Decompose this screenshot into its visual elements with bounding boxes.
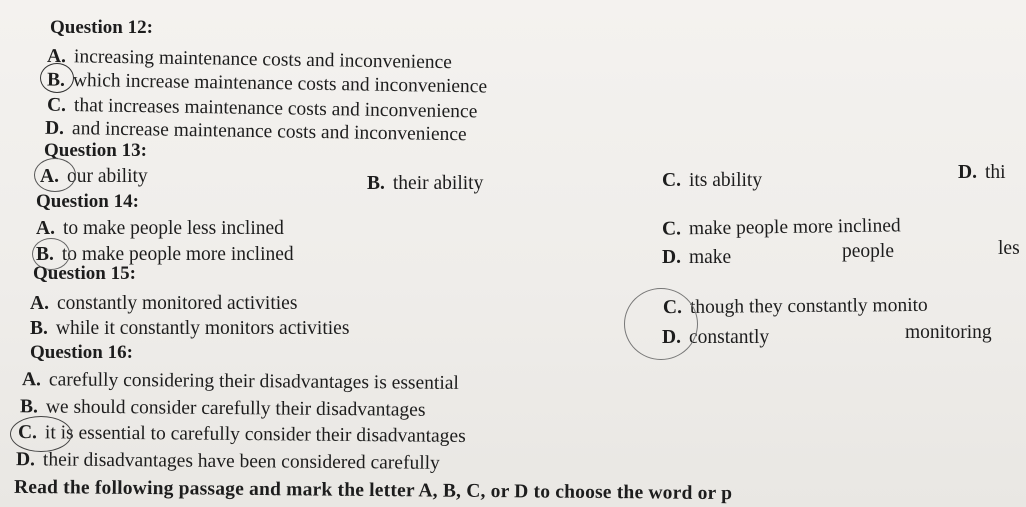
q13-d-text: thi (984, 162, 1006, 183)
q14-b-letter: B. (36, 244, 54, 265)
q16-option-c (18, 422, 466, 448)
q12-d-text: and increase maintenance costs and inconvenience (71, 118, 467, 146)
q15-c-letter: C. (662, 296, 683, 319)
q14-a-letter: A. (36, 218, 55, 239)
q16-title: Question 16: (30, 342, 133, 363)
q15-title: Question 15: (33, 263, 136, 284)
q14-option-a (36, 218, 284, 240)
q13-a-text: our ability (66, 166, 148, 187)
q13-b-letter: B. (367, 173, 385, 194)
q15-b-letter: B. (30, 318, 48, 339)
q16-a-text: carefully considering their disadvantages is essential (48, 369, 459, 394)
q14-option-c (662, 215, 901, 240)
q14-title: Question 14: (36, 191, 139, 212)
q12-c-letter: C. (46, 94, 67, 116)
q14-option-d-word2: people (842, 241, 894, 262)
q12-title: Question 12: (50, 17, 153, 38)
q12-option-b (47, 70, 487, 99)
q16-option-b (20, 396, 426, 422)
q15-option-d (662, 327, 769, 349)
q15-c-text: though they constantly monito (689, 294, 928, 318)
q14-option-d (662, 247, 731, 269)
q13-option-c (662, 170, 762, 192)
q14-d-text: make (688, 247, 732, 268)
q14-b-text: to make people more inclined (61, 244, 294, 265)
q14-c-letter: C. (661, 218, 682, 240)
q16-d-letter: D. (15, 449, 36, 471)
q15-option-b (30, 318, 349, 340)
q13-d-letter: D. (958, 162, 977, 183)
q12-b-letter: B. (46, 69, 66, 91)
q15-option-a (30, 293, 297, 315)
q15-d-text: constantly (688, 327, 770, 348)
q13-option-b (367, 173, 483, 195)
q13-b-text: their ability (392, 173, 484, 194)
q13-title: Question 13: (44, 140, 147, 161)
q16-b-letter: B. (19, 396, 38, 418)
q15-a-text: constantly monitored activities (56, 293, 298, 314)
q16-option-d (16, 449, 440, 475)
q15-a-letter: A. (30, 293, 49, 314)
q16-a-letter: A. (21, 369, 42, 391)
q16-c-text: it is essential to carefully consider their disadvantages (44, 422, 466, 447)
q12-d-letter: D. (44, 117, 65, 139)
q13-a-letter: A. (40, 166, 59, 187)
q13-c-letter: C. (662, 170, 681, 191)
q15-option-c (663, 295, 928, 319)
q13-option-d (958, 162, 1006, 184)
q15-d-letter: D. (662, 327, 681, 348)
q14-option-d-word3: les (998, 238, 1020, 259)
q16-b-text: we should consider carefully their disadvantages (45, 396, 426, 421)
q14-a-text: to make people less inclined (62, 218, 284, 239)
q12-a-letter: A. (46, 45, 67, 68)
q14-d-letter: D. (662, 247, 681, 268)
q16-option-a (22, 369, 459, 395)
q12-a-text: increasing maintenance costs and inconvenience (73, 46, 453, 74)
q13-option-a (40, 166, 148, 188)
q14-c-text: make people more inclined (688, 215, 901, 240)
q12-c-text: that increases maintenance costs and inconvenience (73, 95, 478, 123)
q13-c-text: its ability (688, 170, 763, 191)
q15-b-text: while it constantly monitors activities (55, 318, 350, 339)
passage-instruction: Read the following passage and mark the letter A, B, C, or D to choose the word or p (13, 476, 733, 505)
q16-d-text: their disadvantages have been considered carefully (42, 449, 440, 474)
q16-c-letter: C. (17, 422, 38, 444)
q12-b-text: which increase maintenance costs and inconvenience (72, 69, 488, 98)
q15-option-d-word2: monitoring (905, 322, 992, 343)
